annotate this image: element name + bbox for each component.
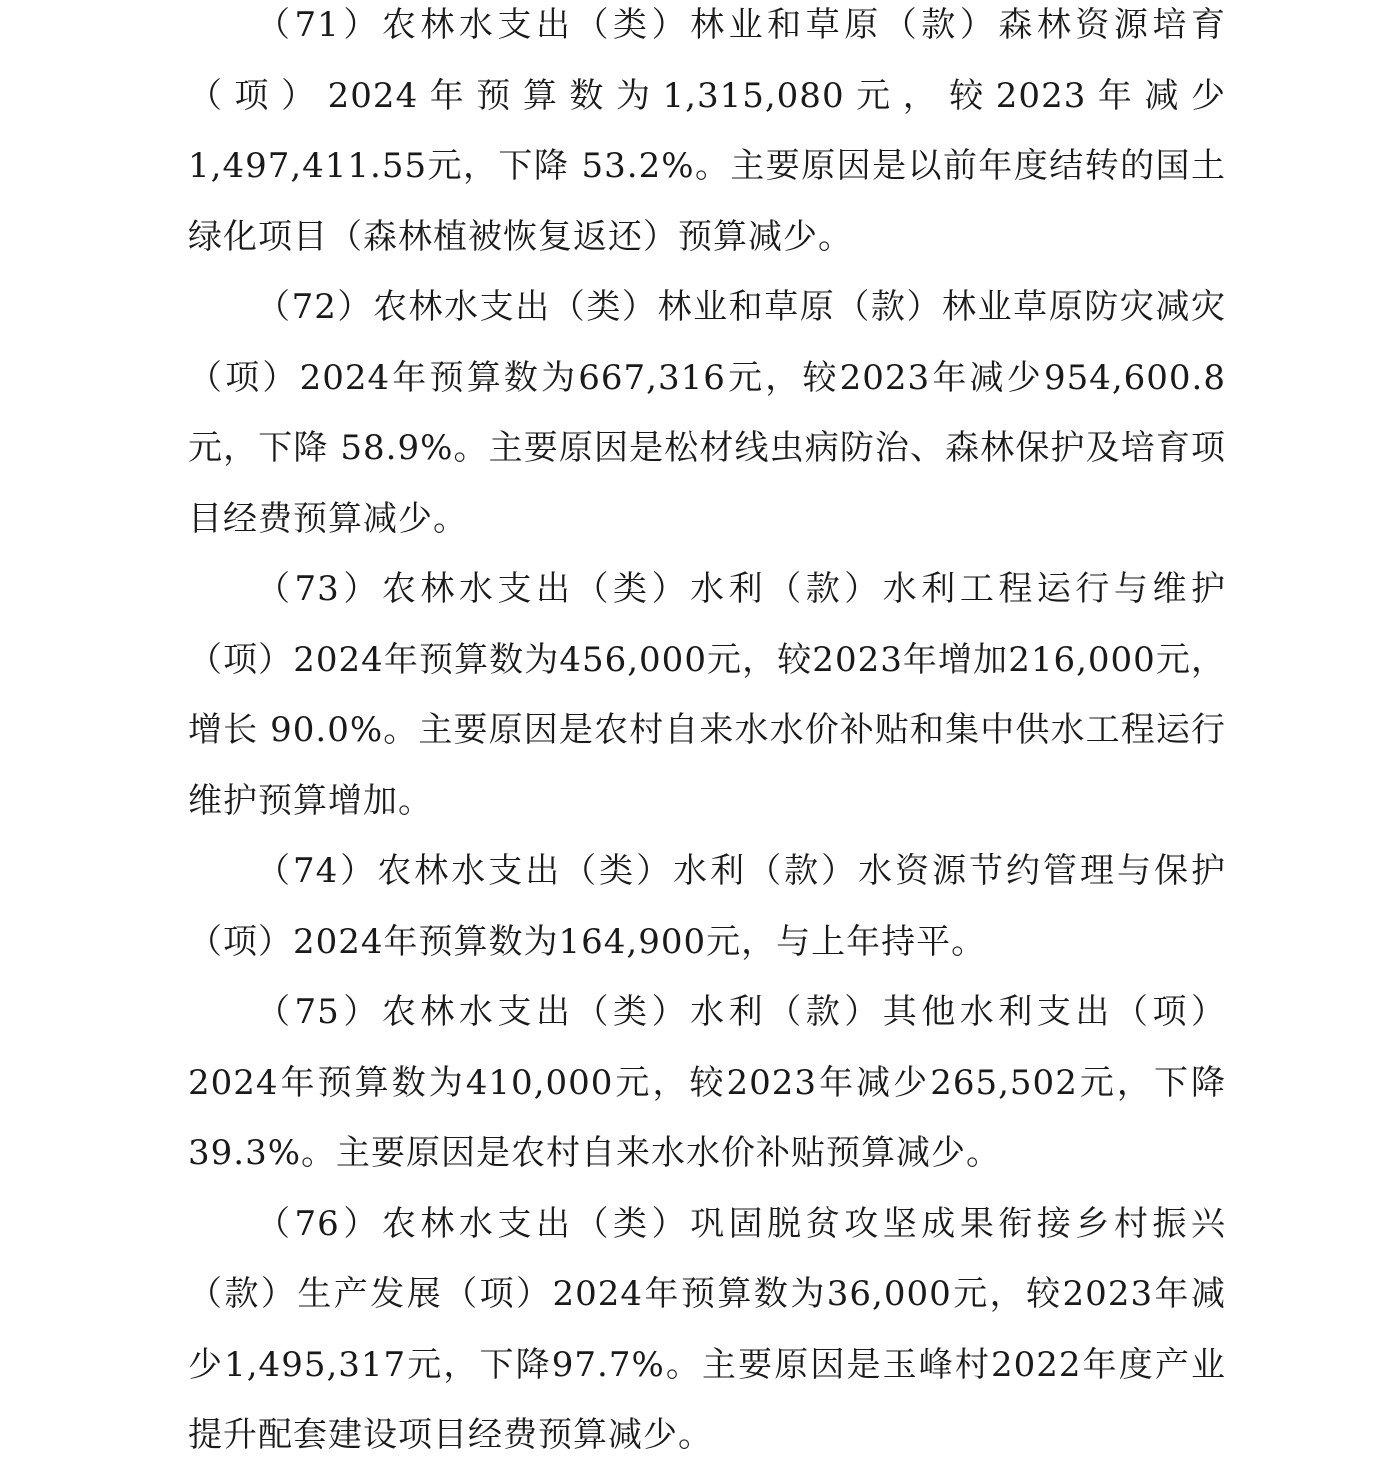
paragraph-76: （76）农林水支出（类）巩固脱贫攻坚成果衔接乡村振兴（款）生产发展（项）2024年预算数为36,000元，较2023年减少1,495,317元，下降97.7%。主要原因是玉峰村2022年度产业提升配套建设项目经费预算减少。 bbox=[188, 1203, 1226, 1455]
paragraph-71: （71）农林水支出（类）林业和草原（款）森林资源培育（项）2024年预算数为1,315,080元，较2023年减少1,497,411.55元，下降 53.2%。主要原因是以前年度结转的国土绿化项目（森林植被恢复返还）预算减少。 bbox=[188, 5, 1226, 257]
paragraph-73: （73）农林水支出（类）水利（款）水利工程运行与维护（项）2024年预算数为456,000元，较2023年增加216,000元，增长 90.0%。主要原因是农村自来水水价补贴和集中供水工程运行维护预算增加。 bbox=[188, 569, 1226, 821]
paragraph-72: （72）农林水支出（类）林业和草原（款）林业草原防灾减灾（项）2024年预算数为667,316元，较2023年减少954,600.8元，下降 58.9%。主要原因是松材线虫病防治、森林保护及培育项目经费预算减少。 bbox=[188, 287, 1226, 539]
paragraph-74: （74）农林水支出（类）水利（款）水资源节约管理与保护（项）2024年预算数为164,900元，与上年持平。 bbox=[188, 851, 1226, 962]
document-page bbox=[188, 0, 1226, 1471]
paragraph-75: （75）农林水支出（类）水利（款）其他水利支出（项）2024年预算数为410,000元，较2023年减少265,502元，下降39.3%。主要原因是农村自来水水价补贴预算减少。 bbox=[188, 992, 1226, 1173]
